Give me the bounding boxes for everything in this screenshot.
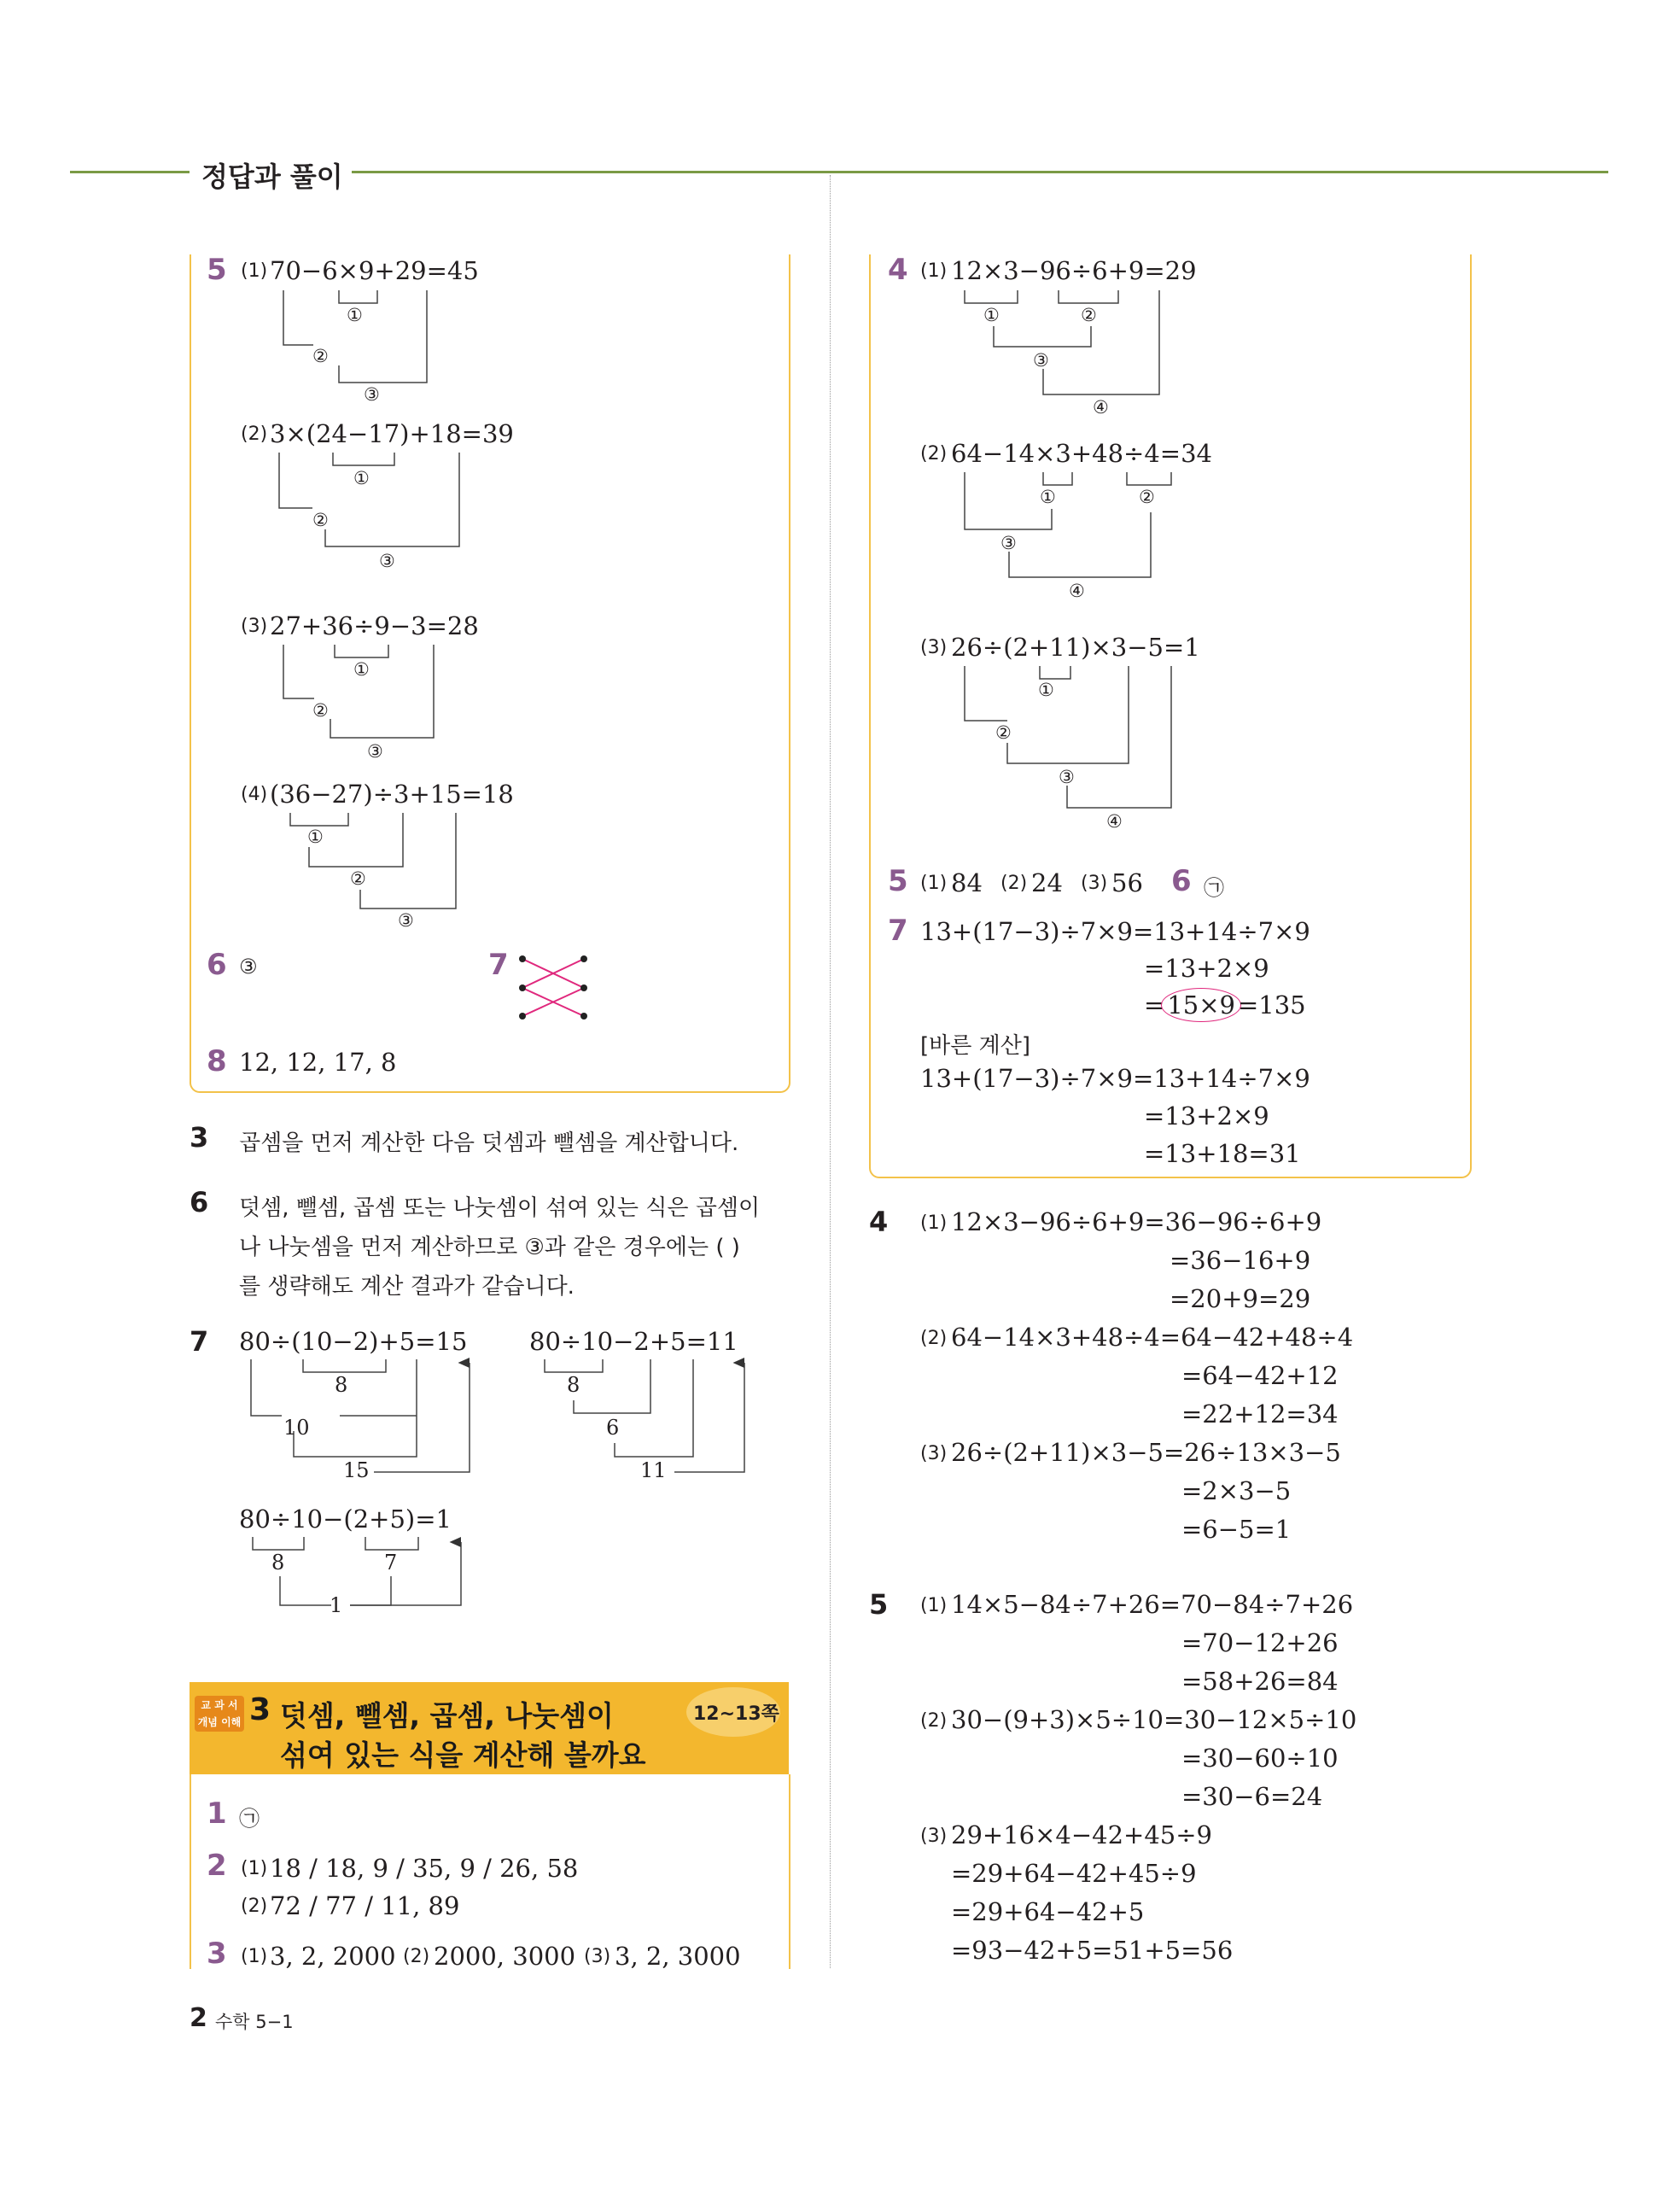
calc-line: 64−14×3+48÷4=64−42+48÷4	[951, 1323, 1354, 1352]
item-label: (2)	[1000, 873, 1028, 894]
answer: ㉠	[1204, 876, 1224, 900]
problem-number: 6	[207, 948, 227, 982]
problem-number: 6	[1171, 864, 1192, 898]
calc-line: 30−(9+3)×5÷10=30−12×5÷10	[951, 1705, 1357, 1734]
step-marker: ①	[347, 305, 363, 325]
intermediate-value: 11	[640, 1458, 667, 1482]
step-marker: ④	[1093, 397, 1109, 418]
calc-line: 13+(17−3)÷7×9=13+14÷7×9	[920, 917, 1310, 946]
calc-line	[1144, 990, 1306, 1020]
calc-line: =6−5=1	[1181, 1515, 1292, 1544]
step-marker: ①	[307, 827, 324, 847]
problem-number: 8	[207, 1044, 227, 1078]
step-marker: ②	[312, 346, 329, 366]
section-number: 3	[249, 1692, 271, 1727]
item-label: (3)	[920, 1443, 948, 1464]
intermediate-value: 10	[283, 1416, 310, 1440]
item-label: (1)	[241, 1946, 268, 1967]
equation: (36−27)÷3+15=18	[270, 780, 514, 809]
equation: 27+36÷9−3=28	[270, 611, 479, 640]
step-marker: ①	[1040, 487, 1056, 507]
item-label: (2)	[241, 424, 268, 445]
item-label: (3)	[1081, 873, 1108, 894]
step-marker: ①	[353, 468, 370, 488]
item-label: (1)	[241, 260, 268, 282]
answer: 84	[951, 868, 983, 897]
section-title-line2: 섞여 있는 식을 계산해 볼까요	[280, 1738, 646, 1772]
item-label: (3)	[920, 1826, 948, 1847]
item-label: (4)	[241, 784, 268, 805]
explanation-text: 를 생략해도 계산 결과가 같습니다.	[239, 1274, 575, 1300]
explanation-text: 덧셈, 뺄셈, 곱셈 또는 나눗셈이 섞여 있는 식은 곱셈이	[239, 1195, 761, 1221]
calc-prefix: =	[1144, 990, 1165, 1020]
wrong-step-highlight: 15×9	[1161, 988, 1241, 1022]
step-marker: ③	[398, 910, 414, 931]
item-label: (2)	[920, 1328, 948, 1349]
answer: ③	[239, 955, 258, 979]
item-label: (1)	[920, 1595, 948, 1616]
equation: 80÷(10−2)+5=15	[239, 1327, 468, 1356]
page-range: 12~13쪽	[693, 1703, 779, 1725]
problem-number: 5	[207, 253, 227, 287]
step-marker: ④	[1069, 581, 1085, 601]
answer: 3, 2, 3000	[615, 1942, 741, 1971]
calc-line: =58+26=84	[1181, 1667, 1339, 1696]
item-label: (1)	[920, 1212, 948, 1234]
item-label: (1)	[920, 260, 948, 282]
calc-line: =13+18=31	[1144, 1139, 1301, 1168]
calc-line: 29+16×4−42+45÷9	[951, 1820, 1213, 1849]
step-marker: ④	[1106, 811, 1123, 832]
calc-line: =93−42+5=51+5=56	[951, 1936, 1234, 1965]
calc-line: 26÷(2+11)×3−5=26÷13×3−5	[951, 1438, 1341, 1467]
answer: 3, 2, 2000	[270, 1942, 396, 1971]
correct-calc-label: [바른 계산]	[920, 1033, 1031, 1059]
item-label: (3)	[584, 1946, 611, 1967]
header-title: 정답과 풀이	[201, 161, 343, 193]
step-marker: ③	[364, 384, 380, 405]
problem-number: 5	[888, 864, 908, 898]
calc-line: =29+64−42+5	[951, 1897, 1145, 1926]
answer: ㉠	[239, 1807, 260, 1831]
explanation-text: 나 나눗셈을 먼저 계산하므로 ③과 같은 경우에는 ( )	[239, 1235, 740, 1260]
calc-line: =30−60÷10	[1181, 1744, 1339, 1773]
item-label: (3)	[920, 637, 948, 658]
item-label: (1)	[920, 873, 948, 894]
intermediate-value: 7	[384, 1551, 398, 1575]
step-marker: ②	[1081, 305, 1097, 325]
section-tag-1: 교 과 서	[201, 1699, 238, 1711]
item-label: (2)	[403, 1946, 430, 1967]
calc-line: =2×3−5	[1181, 1476, 1292, 1505]
calc-line: 13+(17−3)÷7×9=13+14÷7×9	[920, 1064, 1310, 1093]
step-marker: ③	[379, 551, 395, 571]
explanation-number: 5	[869, 1588, 889, 1621]
step-marker: ②	[312, 510, 329, 530]
equation: 70−6×9+29=45	[270, 256, 479, 285]
problem-number: 3	[207, 1937, 227, 1971]
page-number: 2	[190, 2003, 207, 2033]
answer: 24	[1031, 868, 1063, 897]
equation: 80÷10−2+5=11	[529, 1327, 738, 1356]
equation: 3×(24−17)+18=39	[270, 419, 514, 448]
calc-line: =30−6=24	[1181, 1782, 1323, 1811]
step-marker: ③	[1000, 533, 1017, 553]
calc-line: =13+2×9	[1144, 1101, 1269, 1131]
answer: 12, 12, 17, 8	[239, 1048, 397, 1077]
step-marker: ③	[367, 741, 383, 762]
intermediate-value: 6	[606, 1416, 620, 1440]
step-marker: ②	[350, 868, 366, 889]
step-marker: ①	[983, 305, 1000, 325]
item-label: (2)	[920, 1710, 948, 1732]
problem-number: 7	[488, 948, 509, 982]
answer: 18 / 18, 9 / 35, 9 / 26, 58	[270, 1854, 579, 1883]
section-title-line1: 덧셈, 뺄셈, 곱셈, 나눗셈이	[280, 1699, 614, 1732]
problem-number: 4	[888, 253, 908, 287]
answer: 72 / 77 / 11, 89	[270, 1891, 460, 1920]
explanation-number: 6	[190, 1186, 209, 1218]
item-label: (2)	[920, 443, 948, 464]
step-marker: ③	[1059, 767, 1075, 787]
answer: 2000, 3000	[434, 1942, 576, 1971]
calc-line: =29+64−42+45÷9	[951, 1859, 1197, 1888]
problem-number: 2	[207, 1849, 227, 1883]
book-title: 수학 5−1	[215, 2012, 294, 2032]
calc-line: 14×5−84÷7+26=70−84÷7+26	[951, 1590, 1354, 1619]
intermediate-value: 8	[271, 1551, 285, 1575]
item-label: (3)	[241, 616, 268, 637]
calc-line: =36−16+9	[1170, 1246, 1311, 1275]
explanation-number: 4	[869, 1206, 889, 1238]
calc-line: =13+2×9	[1144, 954, 1269, 983]
intermediate-value: 1	[330, 1593, 343, 1617]
calc-line: =70−12+26	[1181, 1628, 1339, 1657]
section-tag-2: 개념 이해	[197, 1716, 242, 1728]
step-marker: ②	[1139, 487, 1155, 507]
answer: 56	[1111, 868, 1143, 897]
explanation-number: 7	[190, 1325, 209, 1358]
calc-line: 12×3−96÷6+9=36−96÷6+9	[951, 1207, 1322, 1236]
calc-line: =22+12=34	[1181, 1399, 1339, 1429]
step-marker: ①	[1038, 680, 1054, 700]
problem-number: 1	[207, 1797, 227, 1831]
problem-number: 7	[888, 914, 908, 948]
intermediate-value: 8	[567, 1373, 580, 1397]
step-marker: ②	[995, 722, 1012, 743]
calc-suffix: =135	[1237, 990, 1306, 1020]
equation: 12×3−96÷6+9=29	[951, 256, 1197, 285]
intermediate-value: 8	[335, 1373, 348, 1397]
calc-line: =64−42+12	[1181, 1361, 1339, 1390]
equation: 26÷(2+11)×3−5=1	[951, 633, 1200, 662]
item-label: (1)	[241, 1858, 268, 1879]
equation: 80÷10−(2+5)=1	[239, 1504, 452, 1534]
step-marker: ①	[353, 659, 370, 680]
intermediate-value: 15	[343, 1458, 370, 1482]
equation: 64−14×3+48÷4=34	[951, 439, 1213, 468]
calc-line: =20+9=29	[1170, 1284, 1311, 1313]
explanation-number: 3	[190, 1121, 209, 1154]
step-marker: ③	[1033, 350, 1049, 371]
step-marker: ②	[312, 700, 329, 721]
item-label: (2)	[241, 1896, 268, 1917]
explanation-text: 곱셈을 먼저 계산한 다음 덧셈과 뺄셈을 계산합니다.	[239, 1131, 739, 1156]
